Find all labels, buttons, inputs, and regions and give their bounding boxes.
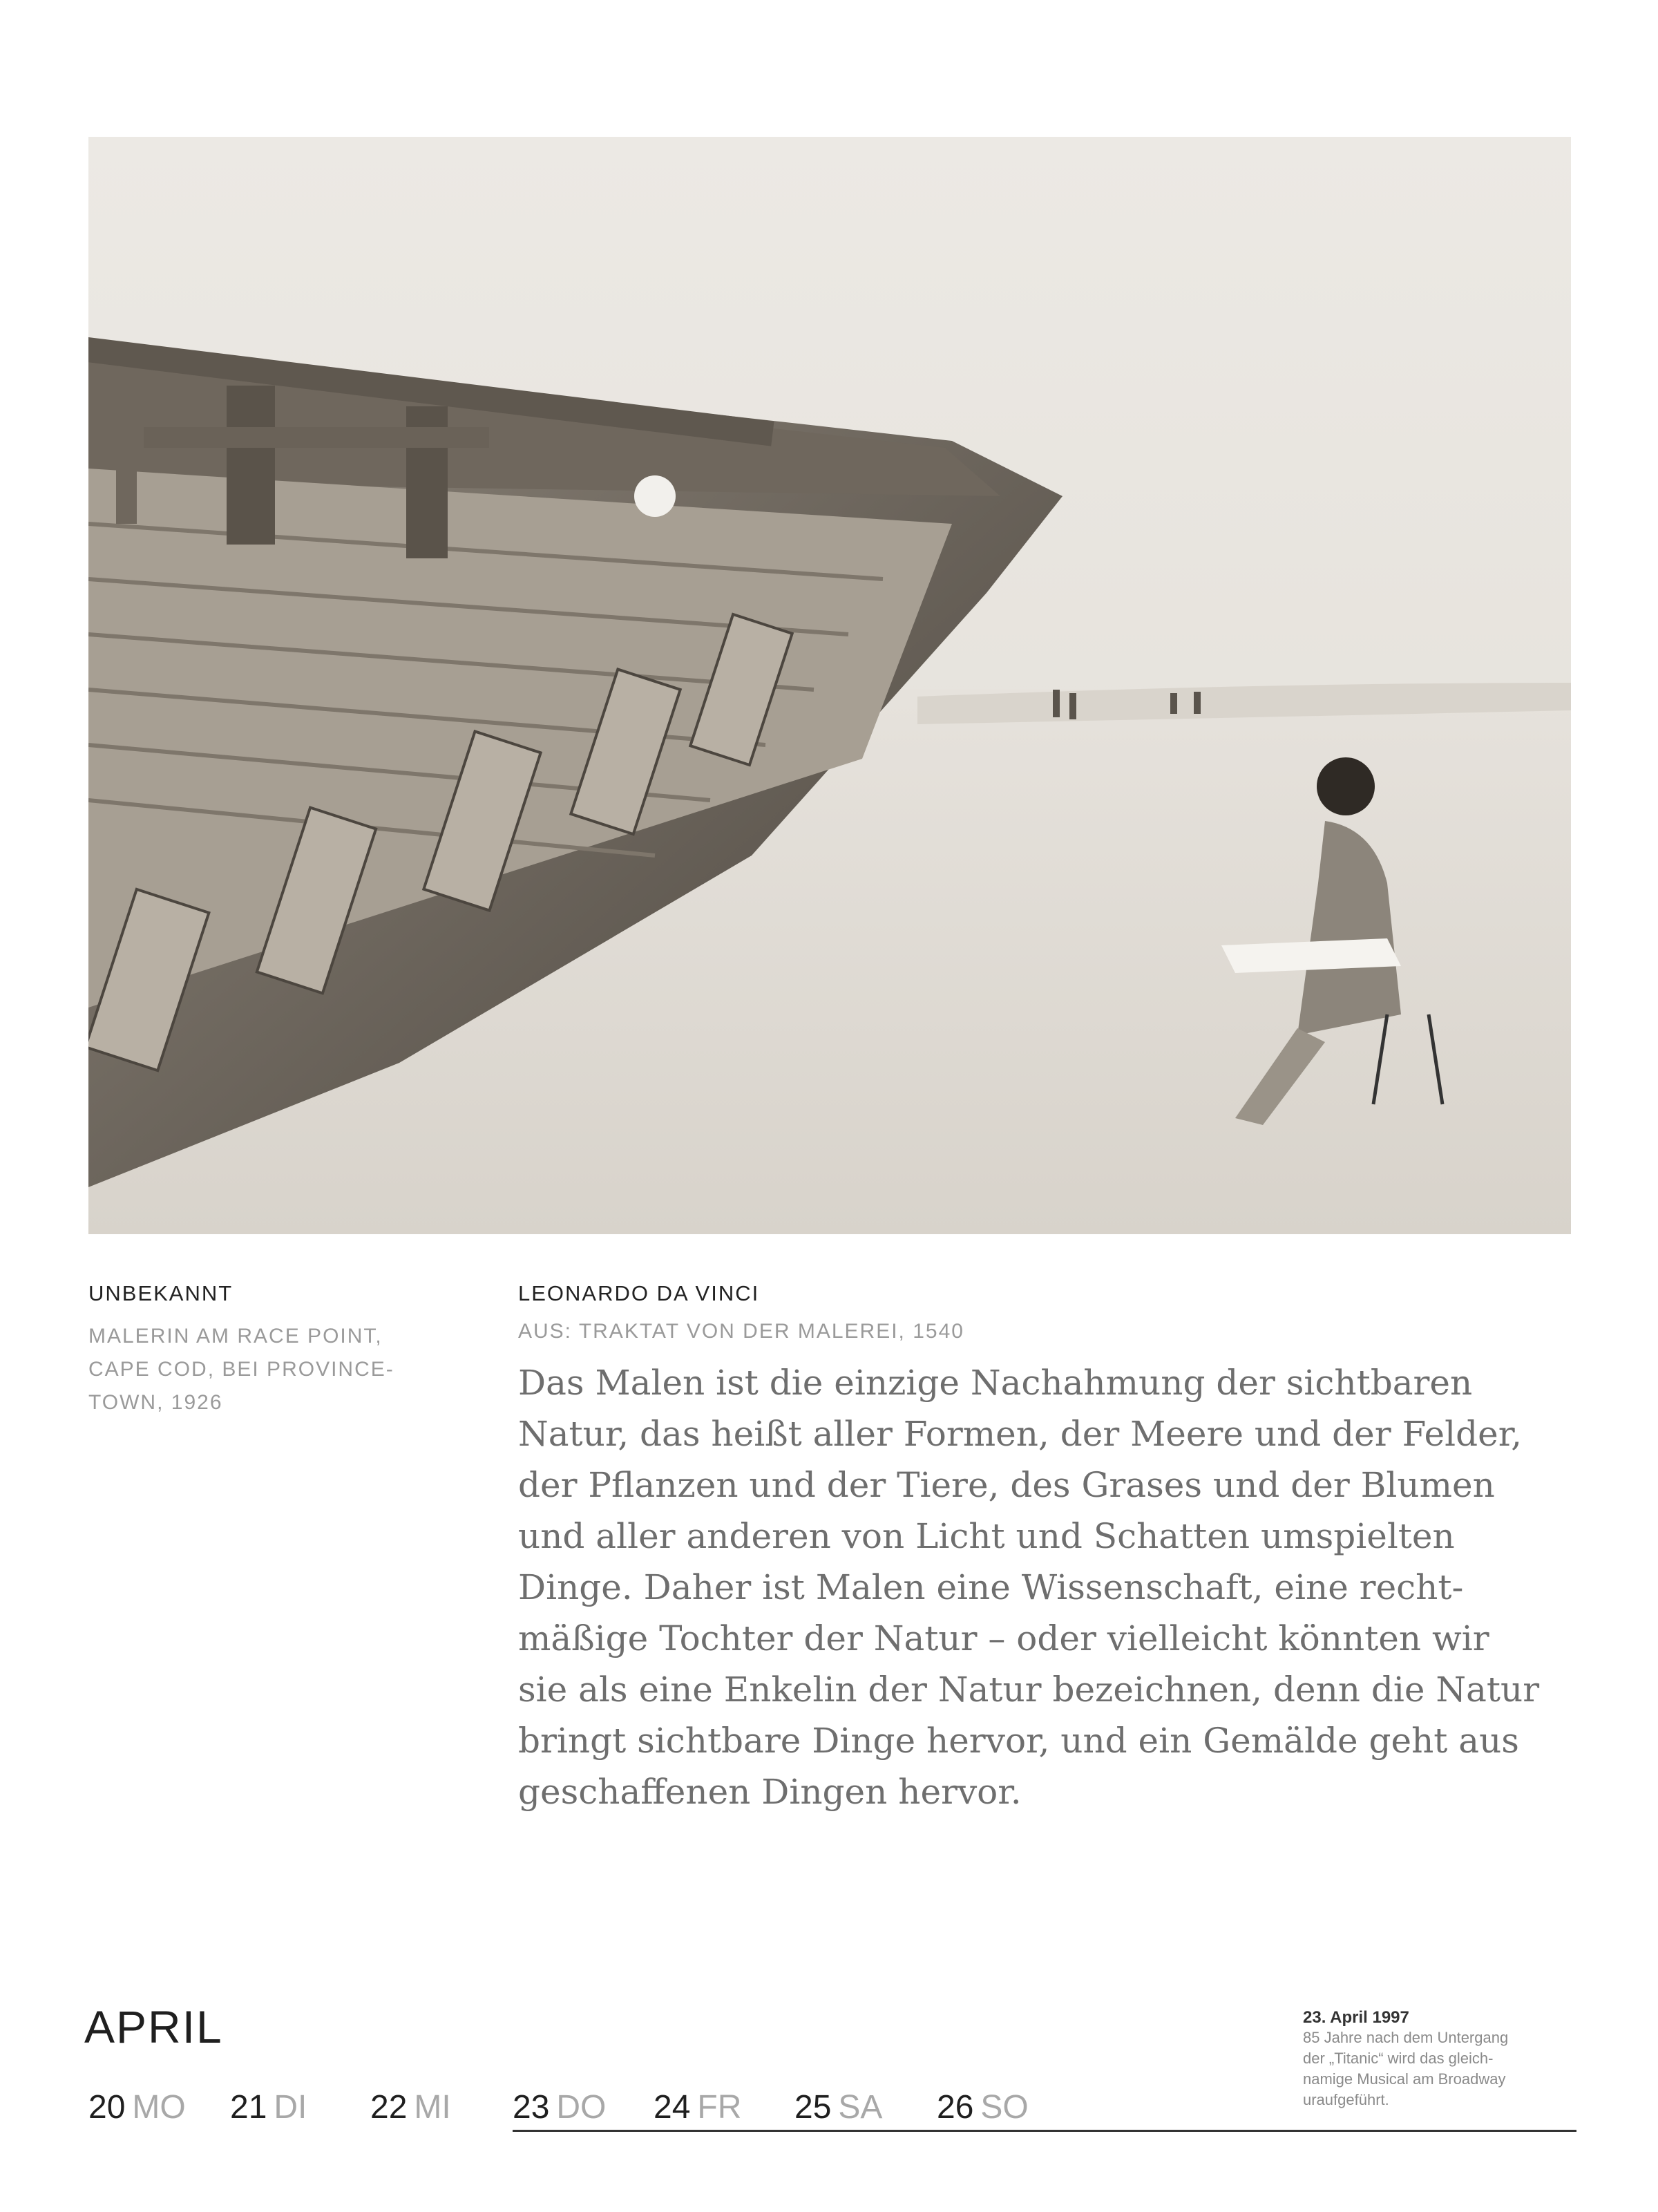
note-date: 23. April 1997: [1303, 2008, 1409, 2027]
calendar-day-25: [794, 2088, 882, 2126]
calendar-day-26: [937, 2088, 1029, 2126]
quote-source: AUS: TRAKTAT VON DER MALEREI, 1540: [518, 1320, 964, 1343]
caption-line: MALERIN AM RACE POINT,: [88, 1325, 383, 1348]
history-note: [1303, 2008, 1565, 2110]
photographer-name: UNBEKANNT: [88, 1281, 234, 1305]
quote-text: [518, 1357, 1554, 1817]
day-number: 23: [513, 2089, 550, 2126]
week-underline: [513, 2130, 1576, 2132]
photo-caption: [88, 1281, 448, 1419]
caption-line: TOWN, 1926: [88, 1391, 223, 1414]
note-line: namige Musical am Broadway: [1303, 2070, 1506, 2088]
quote-author: LEONARDO DA VINCI: [518, 1281, 760, 1305]
quote-line: sie als eine Enkelin der Natur bezeichnen, denn die Natur: [518, 1670, 1540, 1710]
calendar-day-23: [513, 2088, 606, 2126]
day-number: 20: [88, 2089, 126, 2126]
quote-line: bringt sichtbare Dinge hervor, und ein Gemälde geht aus: [518, 1721, 1519, 1761]
weekday: FR: [697, 2089, 742, 2126]
quote-line: Dinge. Daher ist Malen eine Wissenschaft, eine recht-: [518, 1567, 1464, 1607]
note-line: uraufgeführt.: [1303, 2091, 1389, 2108]
quote-line: der Pflanzen und der Tiere, des Grases und der Blumen: [518, 1465, 1495, 1505]
quote-line: Das Malen ist die einzige Nachahmung der sichtbaren: [518, 1363, 1473, 1403]
note-line: der „Titanic“ wird das gleich-: [1303, 2050, 1494, 2067]
calendar-day-24: [654, 2088, 741, 2126]
day-number: 22: [370, 2089, 408, 2126]
weekday: DO: [556, 2089, 607, 2126]
calendar-day-22: [370, 2088, 451, 2126]
weekday: MI: [414, 2089, 451, 2126]
calendar-day-21: [230, 2088, 307, 2126]
day-number: 21: [230, 2089, 267, 2126]
note-line: 85 Jahre nach dem Untergang: [1303, 2029, 1509, 2046]
photo-illustration: [88, 137, 1571, 1234]
weekday: SA: [838, 2089, 883, 2126]
weekday: MO: [132, 2089, 186, 2126]
photo-shipwreck-beach: [88, 137, 1571, 1234]
weekday: SO: [980, 2089, 1029, 2126]
day-number: 24: [654, 2089, 691, 2126]
quote-line: und aller anderen von Licht und Schatten umspielten: [518, 1516, 1455, 1556]
quote-line: Natur, das heißt aller Formen, der Meere und der Felder,: [518, 1414, 1523, 1454]
day-number: 26: [937, 2089, 974, 2126]
quote-block: [518, 1281, 1554, 1817]
quote-line: geschaffenen Dingen hervor.: [518, 1772, 1022, 1812]
calendar-month: APRIL: [84, 2001, 223, 2052]
photo-description: [88, 1320, 448, 1419]
caption-line: CAPE COD, BEI PROVINCE-: [88, 1358, 394, 1381]
day-number: 25: [794, 2089, 832, 2126]
weekday: DI: [274, 2089, 307, 2126]
calendar-day-20: [88, 2088, 186, 2126]
quote-line: mäßige Tochter der Natur – oder vielleicht könnten wir: [518, 1618, 1489, 1658]
